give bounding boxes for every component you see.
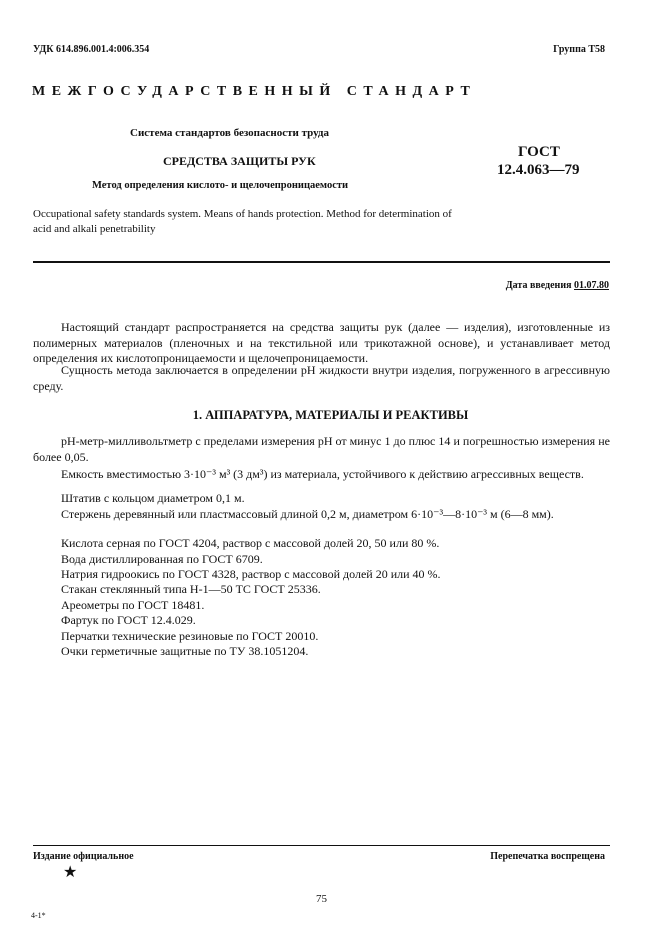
document-subtitle: Метод определения кислото- и щелочепроницаемости [92, 180, 349, 191]
list-item: Фартук по ГОСТ 12.4.029. [61, 613, 196, 627]
standard-banner: МЕЖГОСУДАРСТВЕННЫЙ СТАНДАРТ [32, 84, 477, 99]
print-mark: 4-1* [31, 911, 46, 920]
group-code: Группа Т58 [553, 44, 605, 55]
list-item: Стакан стеклянный типа Н-1—50 ТС ГОСТ 25336. [61, 582, 321, 596]
list-item: Вода дистиллированная по ГОСТ 6709. [61, 552, 263, 566]
effective-date-label: Дата введения [505, 280, 572, 291]
list-item: Штатив с кольцом диаметром 0,1 м. [61, 491, 245, 505]
standard-series: Система стандартов безопасности труда [130, 127, 329, 139]
effective-date-value: 01.07.80 [574, 280, 609, 291]
english-title: Occupational safety standards system. Means of hands protection. Method for determination of acid and alkali penetrability [33, 208, 452, 235]
footer-divider [33, 845, 610, 846]
gost-number: 12.4.063—79 [497, 162, 580, 178]
document-title: СРЕДСТВА ЗАЩИТЫ РУК [163, 154, 316, 168]
effective-date [506, 280, 609, 291]
item-vessel: Емкость вместимостью 3·10⁻³ м³ (3 дм³) из материала, устойчивого к действию агрессивных веществ. [61, 467, 584, 481]
list-item: Стержень деревянный или пластмассовый длиной 0,2 м, диаметром 6·10⁻³—8·10⁻³ м (6—8 мм). [61, 507, 554, 521]
header-divider [33, 261, 610, 263]
list-item: Перчатки технические резиновые по ГОСТ 20010. [61, 629, 319, 643]
gost-label: ГОСТ [518, 144, 560, 160]
list-item: Натрия гидроокись по ГОСТ 4328, раствор с массовой долей 20 или 40 %. [61, 567, 441, 581]
list-item: Очки герметичные защитные по ТУ 38.1051204. [61, 644, 309, 658]
page-number: 75 [316, 893, 327, 905]
star-icon: ★ [63, 864, 78, 881]
section-heading: 1. АППАРАТУРА, МАТЕРИАЛЫ И РЕАКТИВЫ [192, 408, 469, 422]
intro-paragraph-essence: Сущность метода заключается в определении рН жидкости внутри изделия, погруженного в агрессивную среду. [33, 363, 610, 393]
official-edition-label: Издание официальное [33, 851, 134, 862]
list-item: Кислота серная по ГОСТ 4204, раствор с массовой долей 20, 50 или 80 %. [61, 536, 440, 550]
reprint-prohibited-label: Перепечатка воспрещена [490, 851, 605, 862]
udk-code: УДК 614.896.001.4:006.354 [33, 44, 150, 55]
item-ph-meter: рН-метр-милливольтметр с пределами измерения рН от минус 1 до плюс 14 и погрешностью измерения не более 0,05. [33, 434, 610, 464]
intro-paragraph-scope: Настоящий стандарт распространяется на средства защиты рук (далее — изделия), изготовленные из полимерных материалов (пленочных и на текстильной или трикотажной основе), и устанавливает метод определения их кислотопроницаемости и щелочепроницаемости. [33, 320, 610, 365]
list-item: Ареометры по ГОСТ 18481. [61, 598, 205, 612]
